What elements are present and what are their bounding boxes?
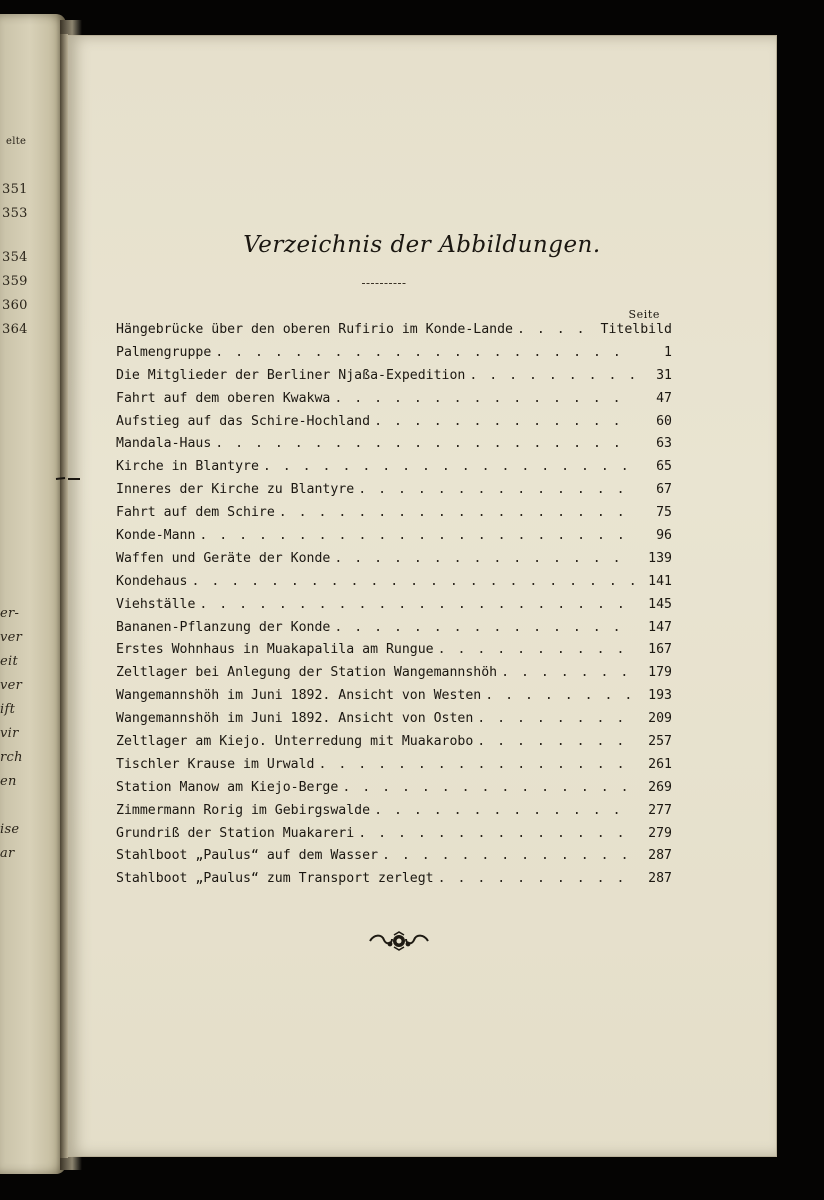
list-item xyxy=(116,757,672,780)
dot-leader xyxy=(469,368,634,383)
dot-leader xyxy=(334,551,634,566)
dot-leader xyxy=(279,505,634,520)
illustration-list xyxy=(116,322,672,894)
page-number: 60 xyxy=(656,413,672,429)
list-item xyxy=(116,436,672,459)
list-item xyxy=(116,826,672,849)
page-number: 96 xyxy=(656,528,672,544)
illustration-title: Viehställe xyxy=(116,596,196,612)
list-item xyxy=(116,391,672,414)
list-item xyxy=(116,574,672,597)
left-page-text: ar xyxy=(0,846,15,861)
page-number: 287 xyxy=(648,871,672,887)
left-page-text: ift xyxy=(0,702,16,717)
list-item xyxy=(116,642,672,665)
list-item xyxy=(116,459,672,482)
page-number: 145 xyxy=(648,596,672,612)
dot-leader xyxy=(477,734,634,749)
margin-pencil-mark xyxy=(55,476,81,482)
illustration-title: Tischler Krause im Urwald xyxy=(116,756,315,772)
page-number: 139 xyxy=(648,550,672,566)
illustration-title: Kirche in Blantyre xyxy=(116,459,259,475)
left-page-text: 359 xyxy=(2,274,28,289)
list-item xyxy=(116,871,672,894)
left-page-text: 351 xyxy=(2,182,28,197)
page-number: 209 xyxy=(648,711,672,727)
dot-leader xyxy=(438,642,634,657)
column-header-seite: Seite xyxy=(628,308,660,321)
dot-leader xyxy=(501,665,634,680)
page-number: 287 xyxy=(648,848,672,864)
page-number: 75 xyxy=(656,505,672,521)
page-number: 261 xyxy=(648,756,672,772)
left-page-text: vir xyxy=(0,726,19,741)
page-number: 65 xyxy=(656,459,672,475)
list-item xyxy=(116,482,672,505)
page-number: 1 xyxy=(664,344,672,360)
left-page-text: er- xyxy=(0,606,20,621)
dot-leader xyxy=(215,345,634,360)
illustration-title: Konde-Mann xyxy=(116,528,196,544)
illustration-title: Zeltlager bei Anlegung der Station Wangemannshöh xyxy=(116,665,498,681)
dot-leader xyxy=(199,528,634,543)
illustration-title: Stahlboot „Paulus“ zum Transport zerlegt xyxy=(116,871,434,887)
illustration-title: Bananen-Pflanzung der Konde xyxy=(116,619,331,635)
illustration-title: Zeltlager am Kiejo. Unterredung mit Muakarobo xyxy=(116,734,474,750)
page-number: 47 xyxy=(656,390,672,406)
list-item xyxy=(116,368,672,391)
left-page-text: elte xyxy=(6,136,27,147)
list-item xyxy=(116,734,672,757)
left-page-text: ver xyxy=(0,678,23,693)
page-number: 63 xyxy=(656,436,672,452)
illustration-title: Die Mitglieder der Berliner Njaßa-Expedition xyxy=(116,367,466,383)
left-page-text: 353 xyxy=(2,206,28,221)
left-page-text: ise xyxy=(0,822,20,837)
ornament-vignette-icon xyxy=(366,930,432,952)
dot-leader xyxy=(319,757,635,772)
list-item xyxy=(116,780,672,803)
page-number: 141 xyxy=(648,573,672,589)
illustration-title: Wangemannshöh im Juni 1892. Ansicht von Westen xyxy=(116,688,482,704)
illustration-title: Inneres der Kirche zu Blantyre xyxy=(116,482,355,498)
left-page-text: en xyxy=(0,774,17,789)
list-item xyxy=(116,528,672,551)
illustration-title: Fahrt auf dem Schire xyxy=(116,505,275,521)
page-number: 147 xyxy=(648,619,672,635)
illustration-title: Station Manow am Kiejo-Berge xyxy=(116,779,339,795)
list-item xyxy=(116,414,672,437)
left-page-text: ver xyxy=(0,630,23,645)
list-item xyxy=(116,551,672,574)
illustration-title: Zimmermann Rorig im Gebirgswalde xyxy=(116,802,371,818)
illustration-title: Grundriß der Station Muakareri xyxy=(116,825,355,841)
dot-leader xyxy=(438,871,634,886)
page-number: 277 xyxy=(648,802,672,818)
illustration-title: Aufstieg auf das Schire-Hochland xyxy=(116,413,371,429)
page-number: 67 xyxy=(656,482,672,498)
dot-leader xyxy=(358,482,634,497)
page-number: 279 xyxy=(648,825,672,841)
page-number: 179 xyxy=(648,665,672,681)
list-item xyxy=(116,803,672,826)
left-page-text: 360 xyxy=(2,298,28,313)
list-item xyxy=(116,665,672,688)
left-page-text: 354 xyxy=(2,250,28,265)
illustration-title: Hängebrücke über den oberen Rufirio im Konde-Lande xyxy=(116,322,513,337)
book-page xyxy=(68,36,776,1156)
illustration-title: Palmengruppe xyxy=(116,344,212,360)
illustration-title: Erstes Wohnhaus in Muakapalila am Rungue xyxy=(116,642,434,658)
illustration-title: Wangemannshöh im Juni 1892. Ansicht von Osten xyxy=(116,711,474,727)
dot-leader xyxy=(477,711,634,726)
page-title: Verzeichnis der Abbildungen. xyxy=(243,232,601,258)
dot-leader xyxy=(215,436,634,451)
list-item xyxy=(116,848,672,871)
page-number: 269 xyxy=(648,779,672,795)
page-number: 167 xyxy=(648,642,672,658)
dot-leader xyxy=(358,826,634,841)
illustration-title: Kondehaus xyxy=(116,573,188,589)
illustration-title: Stahlboot „Paulus“ auf dem Wasser xyxy=(116,848,379,864)
left-page-text: eit xyxy=(0,654,18,669)
left-page-text: 364 xyxy=(2,322,28,337)
dot-leader xyxy=(334,391,634,406)
dot-leader xyxy=(374,803,634,818)
page-number: 193 xyxy=(648,688,672,704)
title-rule-ornament xyxy=(362,282,406,285)
left-page-text: rch xyxy=(0,750,23,765)
list-item xyxy=(116,322,672,345)
list-item xyxy=(116,688,672,711)
dot-leader xyxy=(374,414,634,429)
page-number: Titelbild xyxy=(600,322,672,337)
list-item xyxy=(116,620,672,643)
dot-leader xyxy=(517,322,597,337)
list-item xyxy=(116,345,672,368)
dot-leader xyxy=(382,848,634,863)
illustration-title: Fahrt auf dem oberen Kwakwa xyxy=(116,390,331,406)
left-page-fragment xyxy=(0,14,66,1174)
dot-leader xyxy=(485,688,634,703)
dot-leader xyxy=(334,620,634,635)
list-item xyxy=(116,597,672,620)
illustration-title: Waffen und Geräte der Konde xyxy=(116,550,331,566)
dot-leader xyxy=(191,574,634,589)
illustration-title: Mandala-Haus xyxy=(116,436,212,452)
dot-leader xyxy=(342,780,634,795)
list-item xyxy=(116,505,672,528)
page-number: 31 xyxy=(656,367,672,383)
list-item xyxy=(116,711,672,734)
dot-leader xyxy=(199,597,634,612)
page-number: 257 xyxy=(648,734,672,750)
dot-leader xyxy=(263,459,634,474)
